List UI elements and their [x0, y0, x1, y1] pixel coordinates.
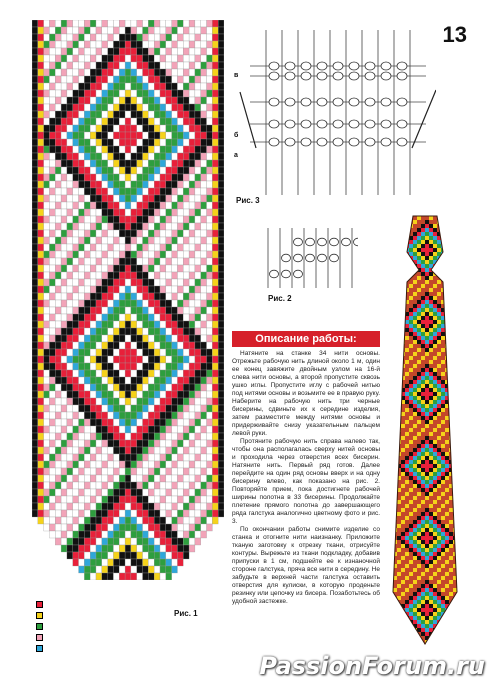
beaded-tie-photo: [385, 212, 465, 652]
fig2-label: Рис. 2: [268, 294, 292, 303]
mark-b: б: [234, 132, 239, 139]
color-legend: [36, 600, 43, 655]
fig1-label: Рис. 1: [174, 609, 198, 618]
legend-item: [36, 622, 43, 631]
mark-v: в: [234, 72, 239, 79]
watermark: PassionForum.ru: [259, 652, 485, 680]
legend-item: [36, 633, 43, 642]
legend-swatch: [36, 623, 43, 630]
description-body: [232, 350, 380, 606]
legend-item: [36, 644, 43, 653]
description-paragraph: По окончании работы снимите изделие со станка и отогните нити наизнанку. Приложите тканую заготовку к отрезку ткани, отрисуйте контуры. Вырежьте из ткани подкладку, добавив припуски в 1 см, подшейте ее к изнаночной стороне галстука, пряча все нити в середину. Не забудьте в верхней части галстука оставить отверстия для кулиски, в которую проденьте резинку или цепочку из бисера. Позаботьтесь об удобной застежке.: [232, 526, 380, 605]
bead-pattern-chart: [32, 20, 224, 580]
legend-swatch: [36, 601, 43, 608]
fig2-diagram: [258, 228, 358, 288]
needle-icon: [240, 92, 256, 148]
fig3-diagram: [236, 30, 436, 200]
description-title: Описание работы:: [232, 331, 380, 347]
needle-icon: [412, 90, 436, 148]
legend-swatch: [36, 634, 43, 641]
mark-a: а: [234, 152, 238, 159]
fig3-label: Рис. 3: [236, 196, 260, 205]
legend-item: [36, 611, 43, 620]
page-number: 13: [442, 22, 467, 47]
legend-swatch: [36, 612, 43, 619]
description-paragraph: Натяните на станке 34 нити основы. Отрежьте рабочую нить длиной около 1 м, один ее конец завяжите двойным узлом на 16-й слева нити основы, а второй пропустите сквозь ушко иглы. Пропустите иглу с рабочей нитью под нитями основы и возьмите ее в правую руку. Наберите на рабочую нить три черные бисерины, сдвиньте их к середине изделия, затем разместите между нитями основы и придерживайте снизу указательным пальцем левой руки.: [232, 350, 380, 437]
legend-swatch: [36, 645, 43, 652]
description-paragraph: Протяните рабочую нить справа налево так, чтобы она располагалась сверху нитей основы и проходила через отверстия всех бисерин. Натяните нить. Первый ряд готов. Далее перейдите на один ряд основы вверх и на одну бисерину влево, как показано на рис. 2. Повторяйте прием, пока достигнете рабочей ширины полотна в 33 бисерины. Продолжайте плетение прямого полотна до завершающего ряда галстука аналогично цветному фото и рис. 3.: [232, 438, 380, 525]
legend-item: [36, 600, 43, 609]
